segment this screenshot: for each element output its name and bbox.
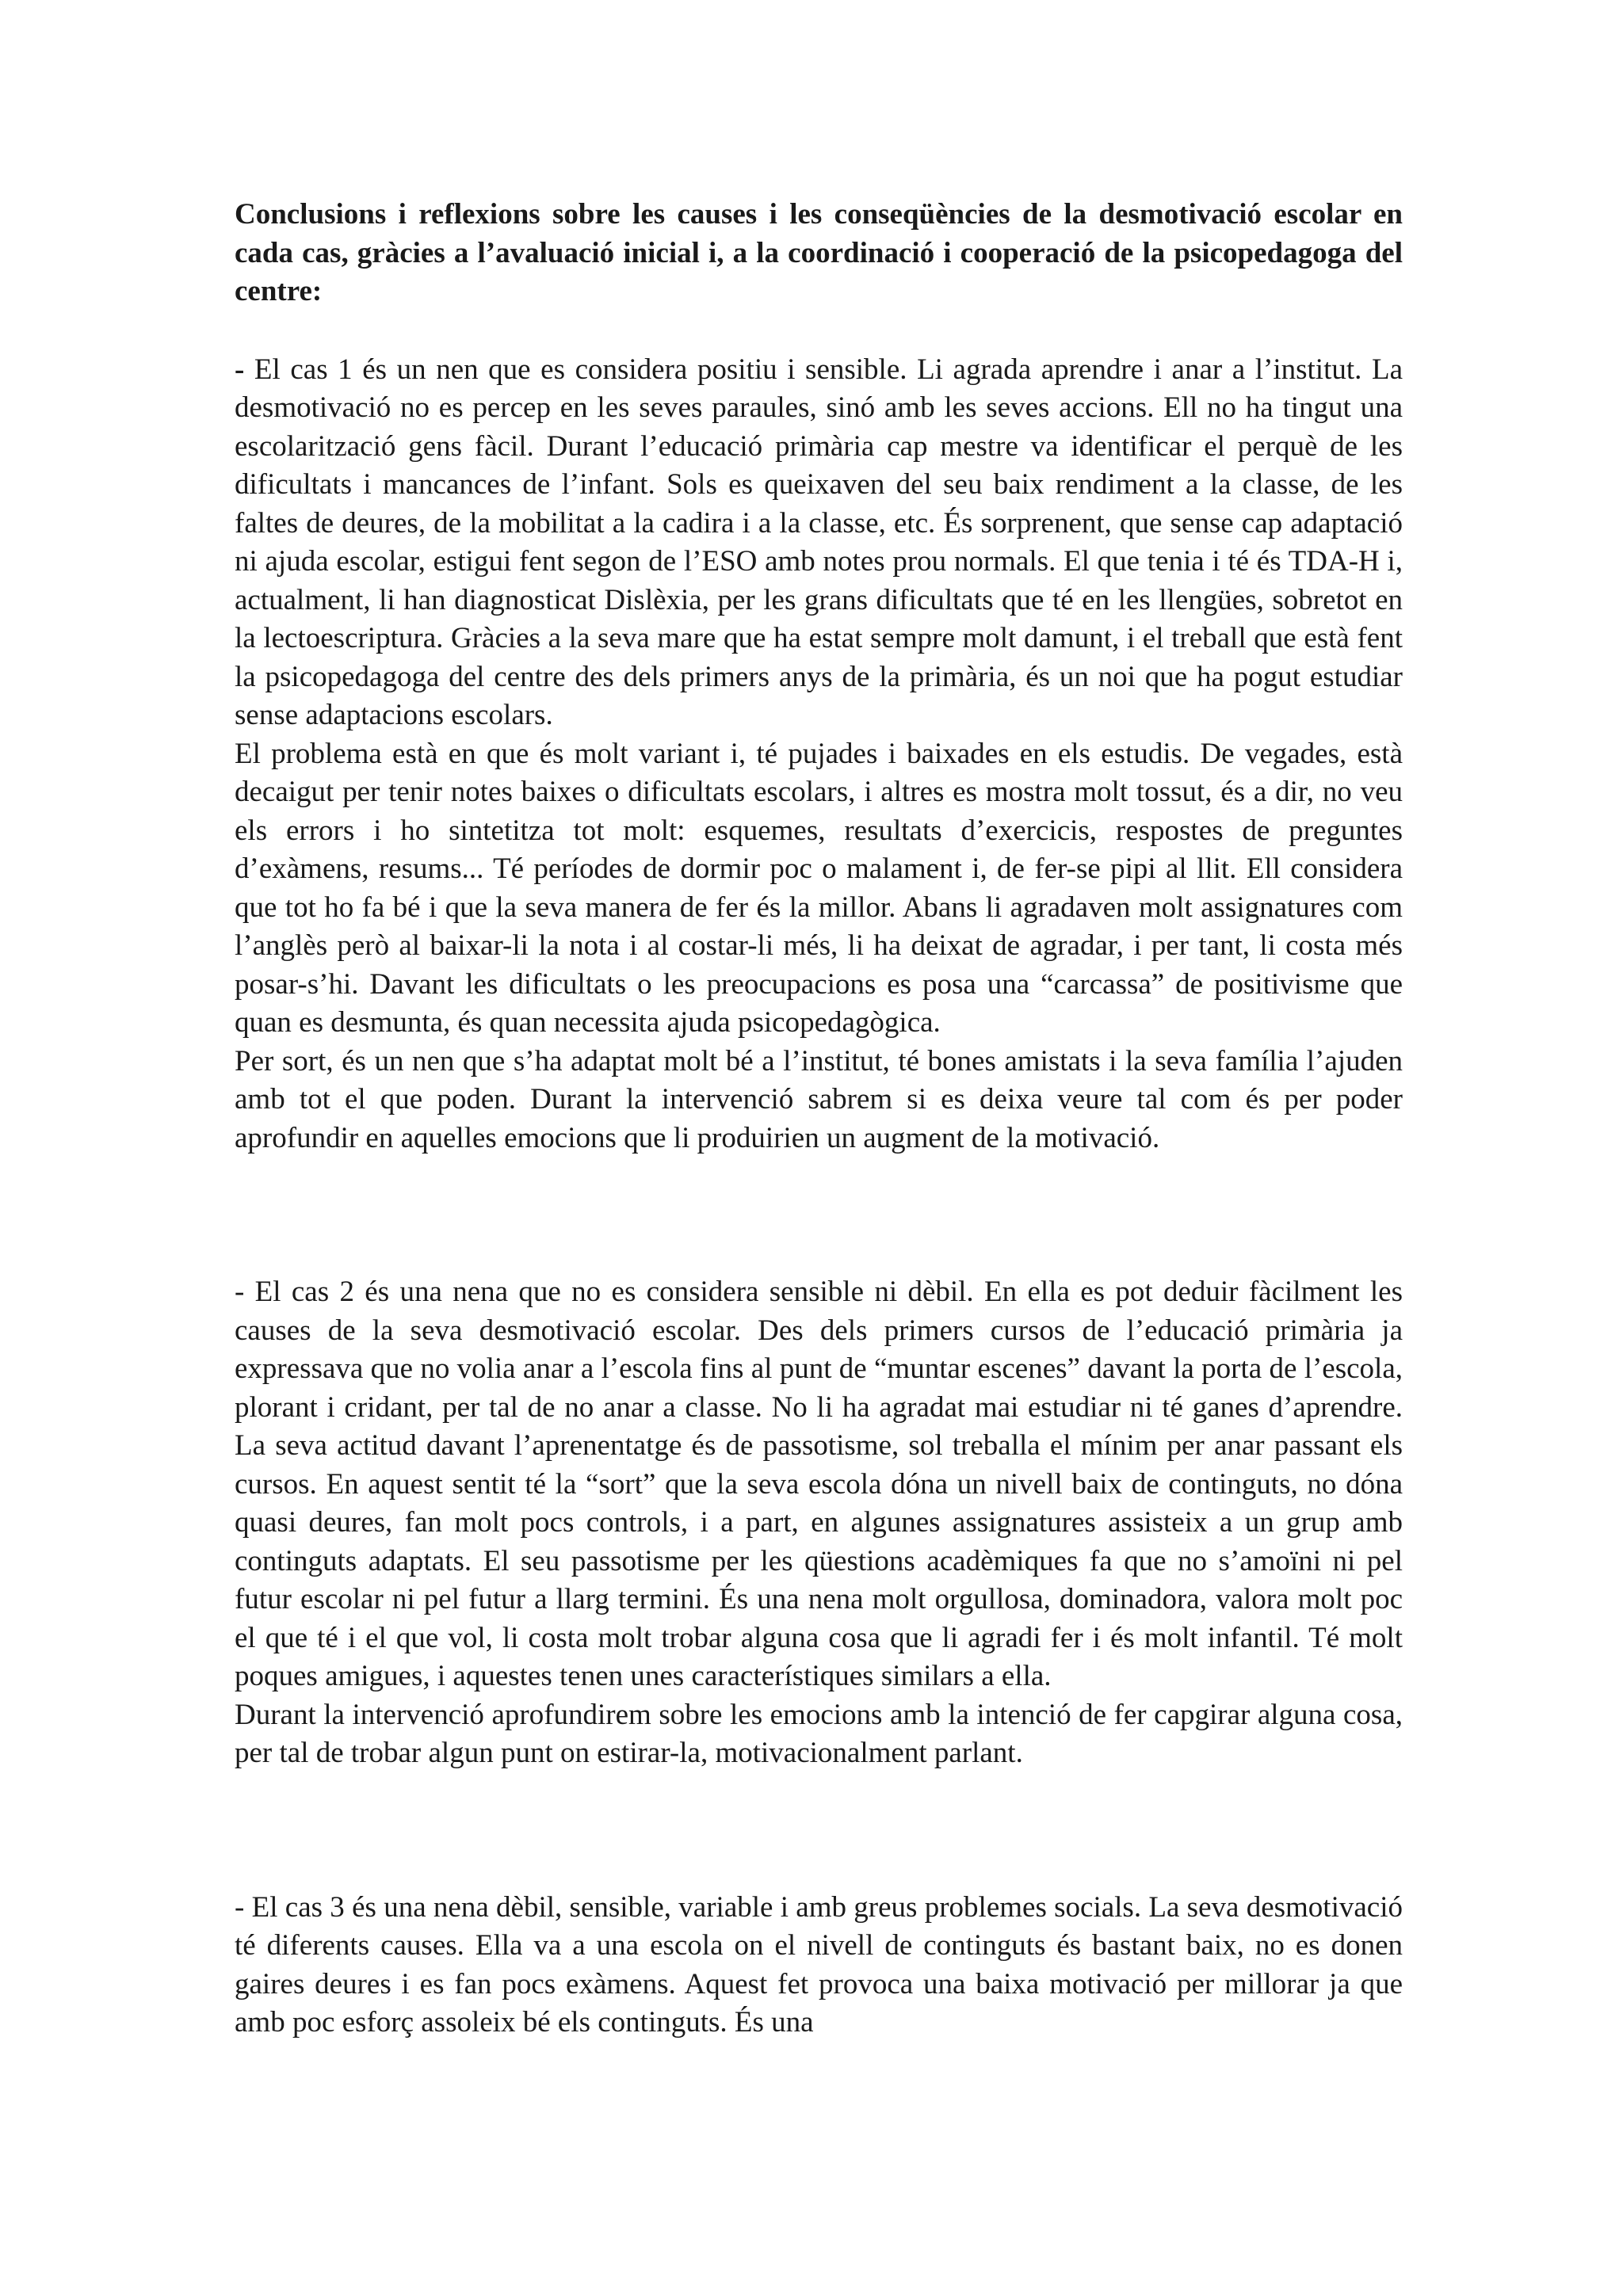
- case-2-paragraph-2: Durant la intervenció aprofundirem sobre les emocions amb la intenció de fer capgirar alguna cosa, per tal de trobar algun punt on estirar-la, motivacionalment parlant.: [235, 1698, 1403, 1769]
- case-1-dash: -: [235, 353, 245, 386]
- case-1-paragraph-3: Per sort, és un nen que s’ha adaptat molt bé a l’institut, té bones amistats i la seva família l’ajuden amb tot el que poden. Durant la intervenció sabrem si es deixa veure tal com és per poder aprofundir en aquelles emocions que li produirien un augment de la motivació.: [235, 1044, 1403, 1154]
- case-1-text-1: El cas 1 és un nen que es considera positiu i sensible. Li agrada aprendre i anar a l’institut. La desmotivació no es percep en les seves paraules, sinó amb les seves accions. Ell no ha tingut una escolarització gens fàcil. Durant l’educació primària cap mestre va identificar el perquè de les dificultats i mancances de l’infant. Sols es queixaven del seu baix rendiment a la classe, de les faltes de deures, de la mobilitat a la cadira i a la classe, etc. És sorprenent, que sense cap adaptació ni ajuda escolar, estigui fent segon de l’ESO amb notes prou normals. El que tenia i té és TDA-H i, actualment, li han diagnosticat Dislèxia, per les grans dificultats que té en les llengües, sobretot en la lectoescriptura. Gràcies a la seva mare que ha estat sempre molt damunt, i el treball que està fent la psicopedagoga del centre des dels primers anys de la primària, és un noi que ha pogut estudiar sense adaptacions escolars.: [235, 353, 1403, 731]
- spacer: [235, 1773, 1403, 1889]
- case-2-paragraph-1: - El cas 2 és una nena que no es considera sensible ni dèbil. En ella es pot deduir fàcilment les causes de la seva desmotivació escolar. Des dels primers cursos de l’educació primària ja expressava que no volia anar a l’escola fins al punt de “muntar escenes” davant la porta de l’escola, plorant i cridant, per tal de no anar a classe. No li ha agradat mai estudiar ni té ganes d’aprendre. La seva actitud davant l’aprenentatge és de passotisme, sol treballa el mínim per anar passant els cursos. En aquest sentit té la “sort” que la seva escola dóna un nivell baix de continguts, no dóna quasi deures, fan molt pocs controls, i a part, en algunes assignatures assisteix a un grup amb continguts adaptats. El seu passotisme per les qüestions acadèmiques fa que no s’amoïni ni pel futur escolar ni pel futur a llarg termini. És una nena molt orgullosa, dominadora, valora molt poc el que té i el que vol, li costa molt trobar alguna cosa que li agradi fer i és molt infantil. Té molt poques amigues, i aquestes tenen unes característiques similars a ella.: [235, 1276, 1403, 1692]
- document-body: [235, 196, 1403, 2042]
- case-3-paragraph-1: - El cas 3 és una nena dèbil, sensible, variable i amb greus problemes socials. La seva desmotivació té diferents causes. Ella va a una escola on el nivell de continguts és bastant baix, no es donen gaires deures i es fan pocs exàmens. Aquest fet provoca una baixa motivació per millorar ja que amb poc esforç assoleix bé els continguts. És una: [235, 1890, 1403, 2039]
- section-heading: Conclusions i reflexions sobre les causes i les conseqüències de la desmotivació escolar en cada cas, gràcies a l’avaluació inicial i, a la coordinació i cooperació de la psicopedagoga del centre:: [235, 198, 1403, 307]
- case-1-paragraph-2: El problema està en que és molt variant i, té pujades i baixades en els estudis. De vegades, està decaigut per tenir notes baixes o dificultats escolars, i altres es mostra molt tossut, és a dir, no veu els errors i ho sintetitza tot molt: esquemes, resultats d’exercicis, respostes de preguntes d’exàmens, resums... Té períodes de dormir poc o malament i, de fer-se pipi al llit. Ell considera que tot ho fa bé i que la seva manera de fer és la millor. Abans li agradaven molt assignatures com l’anglès però al baixar-li la nota i al costar-li més, li ha deixat de agradar, i per tant, li costa més posar-s’hi. Davant les dificultats o les preocupacions es posa una “carcassa” de positivisme que quan es desmunta, és quan necessita ajuda psicopedagògica.: [235, 737, 1403, 1039]
- spacer: [235, 311, 1403, 351]
- case-1-paragraph-1: [235, 351, 1403, 735]
- spacer: [235, 1158, 1403, 1273]
